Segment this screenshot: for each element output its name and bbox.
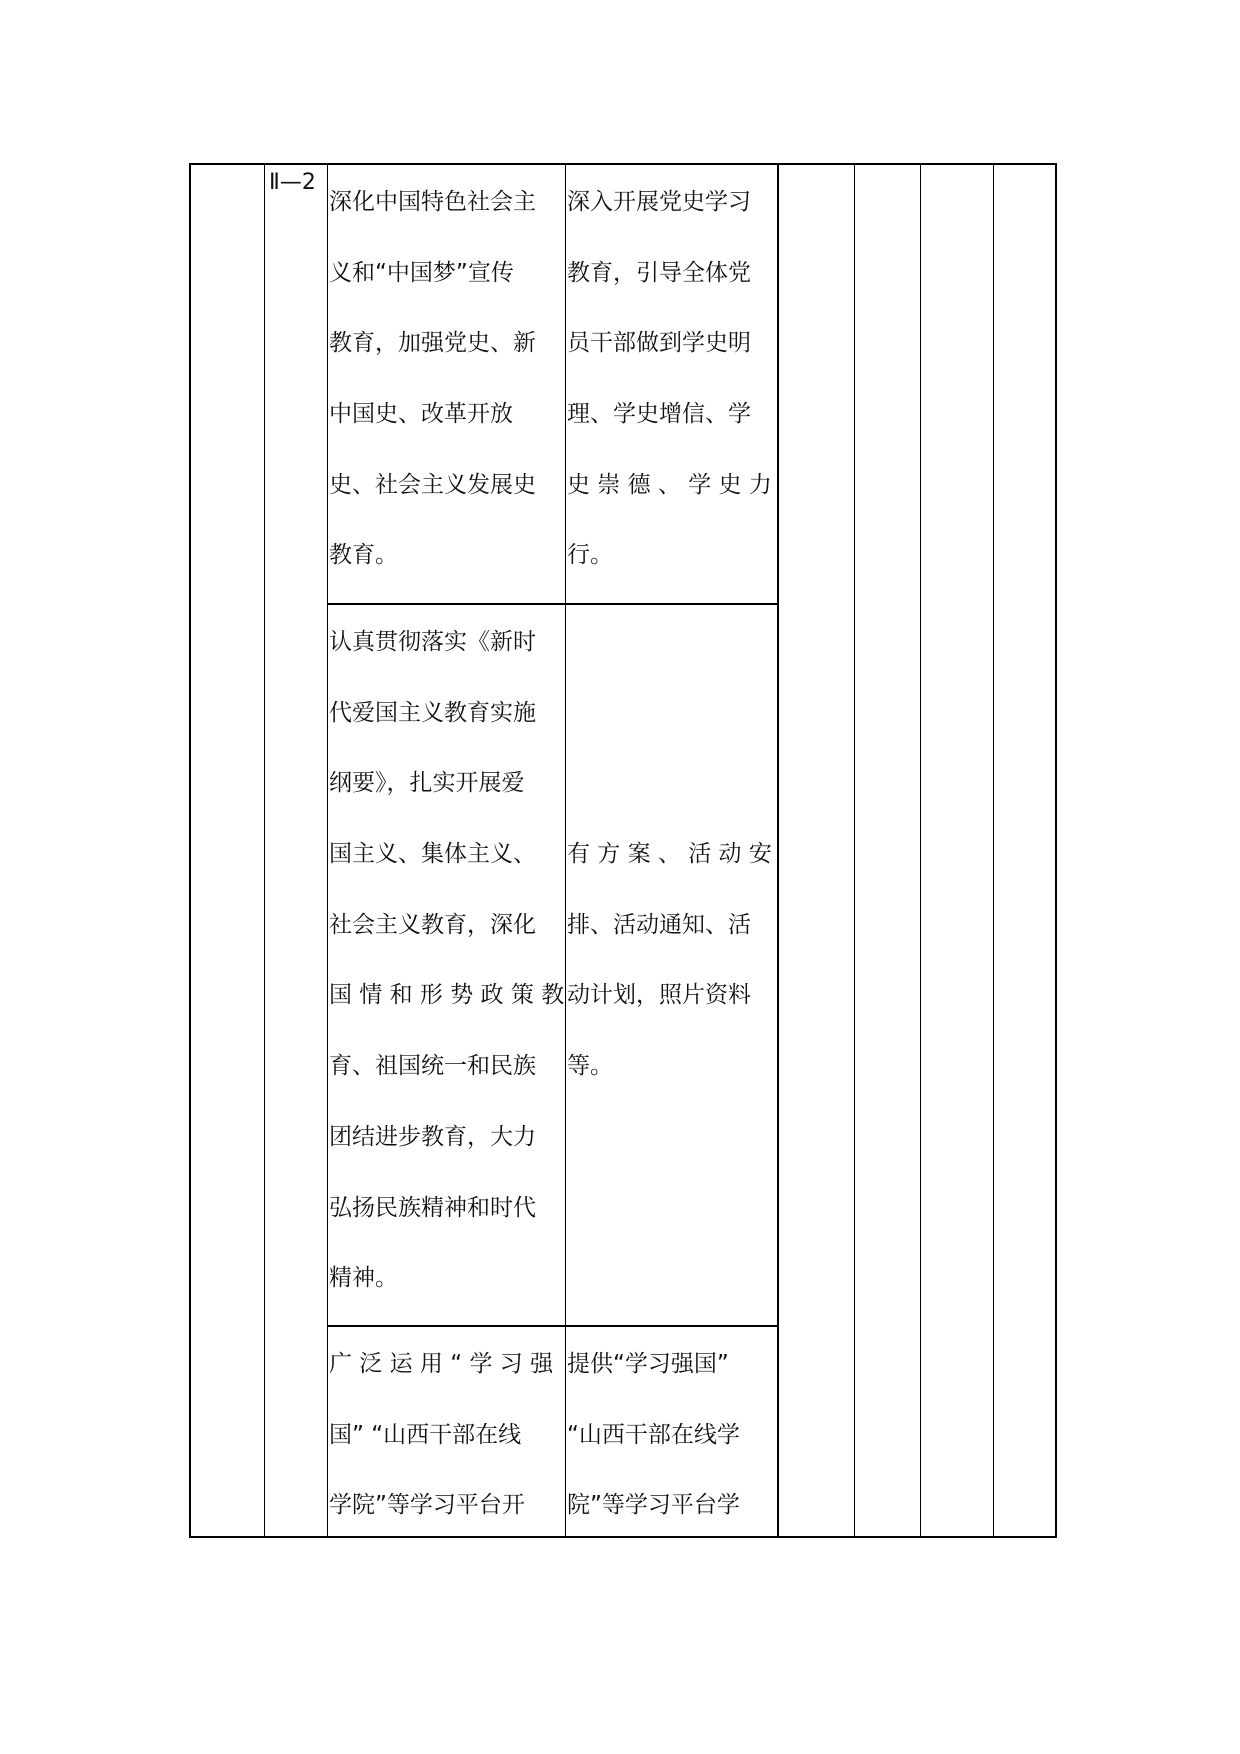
text-line <box>567 1102 777 1173</box>
item-code: Ⅱ—2 <box>269 170 316 195</box>
column-divider-5 <box>854 163 855 1538</box>
column-divider-4 <box>777 163 779 1538</box>
text-line: 社会主义教育，深化 <box>329 911 536 938</box>
standard-cell <box>329 1329 567 1541</box>
text-line: 有 方 案 、 活 动 安 <box>567 841 772 868</box>
text-line: 国 情 和 形 势 政 策 教 <box>329 982 565 1009</box>
evaluation-table <box>189 163 1057 1538</box>
evidence-cell <box>567 607 777 1314</box>
text-line: 深入开展党史学习 <box>567 189 751 215</box>
text-line: 史 崇 德 、 学 史 力 <box>567 471 772 498</box>
text-line: 国” “山西干部在线 <box>329 1421 522 1448</box>
column-divider-6 <box>920 163 921 1538</box>
column-divider-7 <box>993 163 994 1538</box>
table-right-border <box>1055 163 1057 1538</box>
column-divider-2 <box>327 163 328 1538</box>
text-line: 团结进步教育，大力 <box>329 1123 536 1150</box>
text-line: 学院”等学习平台开 <box>329 1492 525 1519</box>
text-line: 认真贯彻落实《新时 <box>329 629 536 655</box>
row-separator-2 <box>327 1325 778 1327</box>
text-line: 教育，加强党史、新 <box>329 330 536 357</box>
text-line <box>567 1243 777 1314</box>
standard-cell <box>329 607 567 1314</box>
text-line <box>567 607 777 678</box>
text-line: “山西干部在线学 <box>567 1421 740 1448</box>
text-line: 教育。 <box>329 542 398 569</box>
text-line: 院”等学习平台学 <box>567 1492 740 1519</box>
text-line: 理、学史增信、学 <box>567 401 751 428</box>
table-left-border <box>189 163 191 1538</box>
text-line: 弘扬民族精神和时代 <box>329 1194 536 1221</box>
text-line: 史、社会主义发展史 <box>329 471 536 498</box>
text-line: 中国史、改革开放 <box>329 401 513 428</box>
text-line: 育、祖国统一和民族 <box>329 1053 536 1080</box>
text-line <box>567 678 777 749</box>
text-line: 教育，引导全体党 <box>567 259 751 286</box>
text-line: 纲要》，扎实开展爱 <box>329 770 525 797</box>
text-line: 义和“中国梦”宣传 <box>329 259 514 286</box>
standard-cell <box>329 167 567 591</box>
text-line: 行。 <box>567 542 613 569</box>
text-line <box>567 748 777 819</box>
evidence-cell <box>567 1329 777 1541</box>
row-separator-1 <box>327 603 778 605</box>
text-line: 代爱国主义教育实施 <box>329 699 536 726</box>
text-line: 员干部做到学史明 <box>567 330 751 357</box>
table-top-border <box>189 163 1057 165</box>
text-line: 深化中国特色社会主 <box>329 189 536 215</box>
text-line: 精神。 <box>329 1265 398 1292</box>
text-line: 动计划，照片资料 <box>567 982 751 1009</box>
text-line: 排、活动通知、活 <box>567 911 751 938</box>
text-line: 国主义、集体主义、 <box>329 841 536 868</box>
text-line: 广 泛 运 用 “ 学 习 强 <box>329 1351 554 1377</box>
text-line <box>567 1173 777 1244</box>
text-line: 提供“学习强国” <box>567 1351 729 1377</box>
evidence-cell <box>567 167 777 591</box>
text-line: 等。 <box>567 1053 613 1080</box>
column-divider-1 <box>264 163 265 1538</box>
